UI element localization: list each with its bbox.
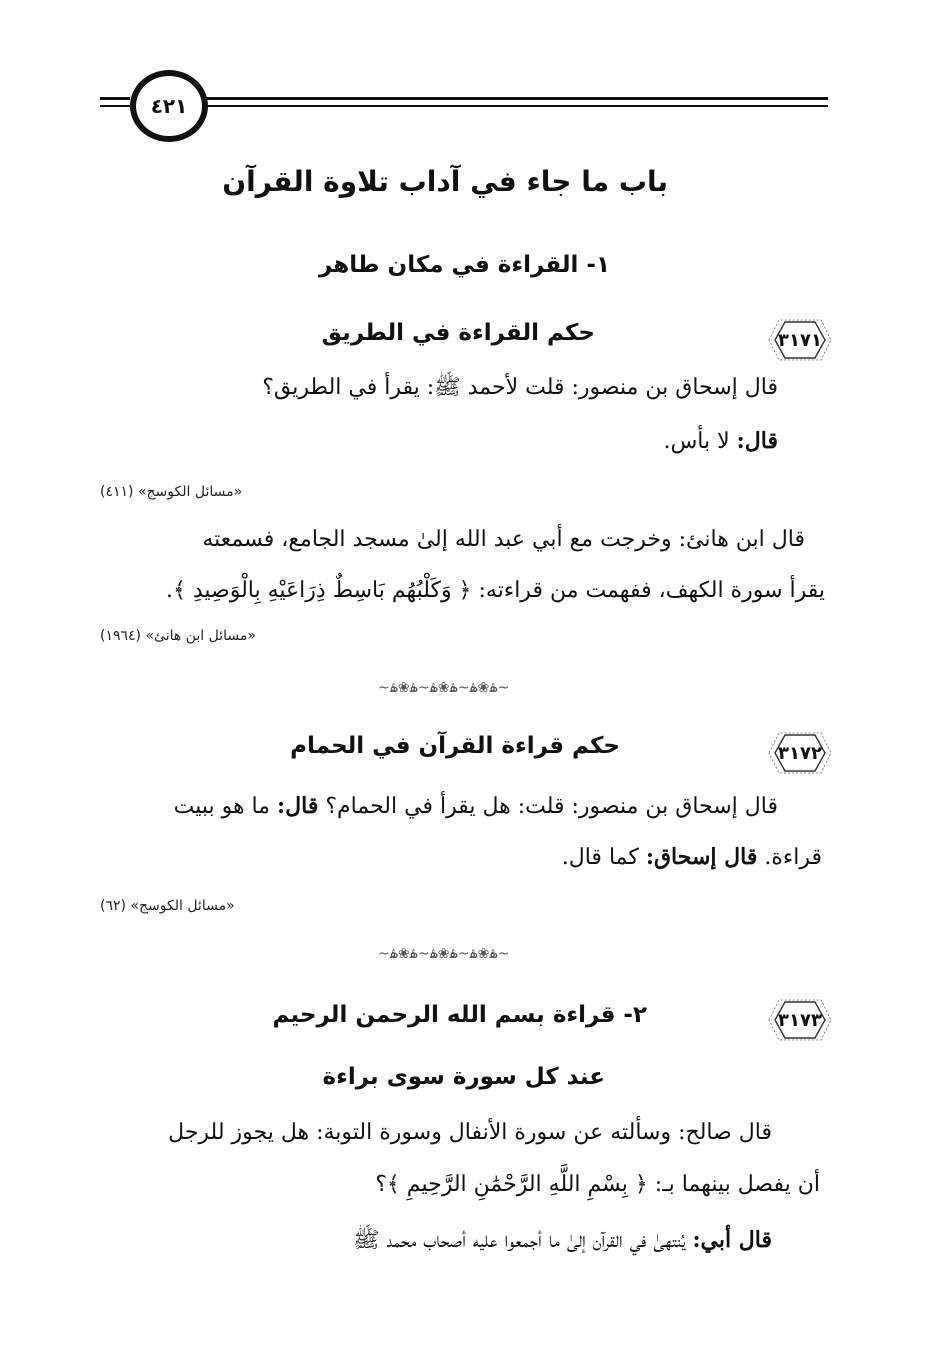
speaker-label: قال أبي: <box>692 1227 772 1253</box>
header-rule-right-thin <box>196 105 828 107</box>
entry-text-line <box>174 793 778 819</box>
chapter-title: باب ما جاء في آداب تلاوة القرآن <box>222 165 668 198</box>
entry-text-line: قال إسحاق بن منصور: قلت لأحمد ﷺ: يقرأ في الطريق؟ <box>262 375 778 400</box>
header-rule-right <box>196 97 828 100</box>
entry-heading: حكم قراءة القرآن في الحمام <box>290 733 620 759</box>
entry-text-line <box>562 844 822 870</box>
entry-text-line: قال ابن هانئ: وخرجت مع أبي عبد الله إلىٰ مسجد الجامع، فسمعته <box>202 527 805 552</box>
header-rule-left <box>100 97 130 100</box>
section-title-1: ١- القراءة في مكان طاهر <box>319 252 610 278</box>
entry-text: قراءة. <box>764 845 822 870</box>
entry-text-line <box>663 428 778 454</box>
entry-text: قال إسحاق بن منصور: قلت: هل يقرأ في الحمام؟ <box>325 794 778 819</box>
entry-text: يُنتهىٰ في القرآن إلىٰ ما أجمعوا عليه أصحاب محمد ﷺ <box>352 1228 686 1253</box>
header-rule-left-thin <box>100 105 130 107</box>
source-reference: «مسائل ابن هانئ» (١٩٦٤) <box>100 628 256 644</box>
entry-text: كما قال. <box>561 845 639 870</box>
entry-number: ٣١٧٣ <box>778 1009 822 1031</box>
speaker-label: قال: <box>277 793 319 819</box>
entry-number: ٣١٧٢ <box>778 742 822 764</box>
entry-text-line: قال صالح: وسألته عن سورة الأنفال وسورة التوبة: هل يجوز للرجل <box>168 1120 772 1145</box>
entry-text-line <box>353 1226 772 1258</box>
entry-heading: حكم القراءة في الطريق <box>321 320 595 346</box>
entry-subheading: عند كل سورة سوى براءة <box>322 1064 605 1090</box>
section-divider-ornament: ~ۿ❀ۿ~ۿ❀ۿ~ۿ❀ۿ~ <box>378 946 510 962</box>
speaker-label: قال: <box>736 428 778 454</box>
entry-text: لا بأس. <box>663 429 730 454</box>
entry-number-badge <box>765 998 835 1042</box>
entry-heading: ٢- قراءة بسم الله الرحمن الرحيم <box>272 1002 647 1028</box>
entry-number-badge <box>765 318 835 362</box>
source-reference: «مسائل الكوسج» (٦٢) <box>100 898 235 914</box>
section-divider-ornament: ~ۿ❀ۿ~ۿ❀ۿ~ۿ❀ۿ~ <box>378 680 510 696</box>
entry-text-line: يقرأ سورة الكهف، ففهمت من قراءته: ﴿ وَكَلْبُهُم بَاسِطٌ ذِرَاعَيْهِ بِالْوَصِيدِ ﴾. <box>165 578 825 603</box>
entry-text: ما هو ببيت <box>173 794 271 819</box>
entry-text-line: أن يفصل بينهما بـ: ﴿ بِسْمِ اللَّهِ الرَّحْمَٰنِ الرَّحِيمِ ﴾؟ <box>375 1172 820 1197</box>
entry-number-badge <box>765 731 835 775</box>
page-number: ٤٢١ <box>130 70 208 142</box>
source-reference: «مسائل الكوسج» (٤١١) <box>100 484 243 500</box>
entry-number: ٣١٧١ <box>778 329 822 351</box>
speaker-label: قال إسحاق: <box>645 844 758 870</box>
